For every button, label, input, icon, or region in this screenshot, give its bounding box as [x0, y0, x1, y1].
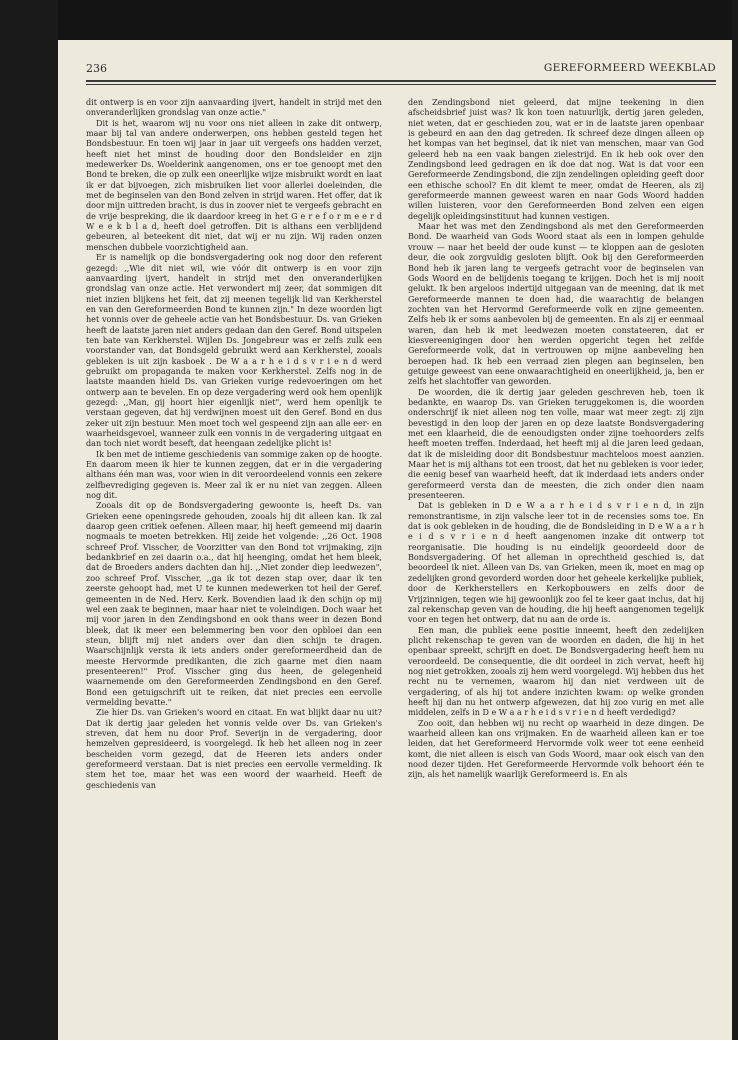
page-header [86, 62, 716, 80]
paragraph: Maar het was met den Zendingsbond als met den Gereformeerden Bond. De waarheid van Gods Woord staat als een in lompen gehulde vrouw — naar het beeld der oude kunst — te kloppen aan de gesloten deur, die ook zorgvuldig gesloten blijft. Ook bij den Gereformeerden Bond heb ik jaren lang te vergeefs getracht voor de beginselen van Gods Woord en de belijdenis toegang te krijgen. Doch het is mij nooit gelukt. Ik ben argeloos indertijd uitgegaan van de meening, dat ik met Gereformeerde mannen te doen had, die waarachtig de belangen zochten van het Hervormd Gereformeerde volk en zijne gemeenten. Zelfs heb ik er soms aanbevolen bij de gemeenten. En als zij er eenmaal waren, dan heb ik met leedwezen moeten constateeren, dat er kiesvereenigingen door hen werden opgericht tegen het zelfde Gereformeerde volk, dat in vertrouwen op mijne aanbeveling hen beroepen had. Ik heb een verraad zien plegen aan beginselen, ben getuige geweest van eene onwaarachtigheid en oneerlijkheid, ja, ben er zelfs het slachtoffer van geworden. [408, 222, 704, 387]
newspaper-page [58, 40, 732, 1040]
journal-title: GEREFORMEERD WEEKBLAD [543, 62, 716, 74]
paragraph: Een man, die publiek eene positie inneemt, heeft den zedelijken plicht rekenschap te geven van de woorden en daden, die hij in het openbaar spreekt, schrijft en doet. De Bondsvergadering heeft hem nu veroordeeld. De consequentie, die dit oordeel in zich vervat, heeft hij nog niet getrokken, zooals zij hem werd voorgelegd. Wij hebben dus het recht nu te vernemen, waarom hij dan niet verdween uit de vergadering, of als hij tot andere inzichten kwam: op welke gronden heeft hij dan nu het ontwerp afgewezen, dat hij zoo vurig en met alle middelen, zelfs in D e W a a r h e i d s v r i e n d heeft verdedigd? [408, 625, 704, 718]
paragraph: den Zendingsbond niet geleerd, dat mijne teekening in dien afscheidsbrief juist was? Ik kon toen natuurlijk, dertig jaren geleden, niet weten, dat er geschieden zou, wat er in de laatste jaren openbaar is gebeurd en aan den dag getreden. Ik schreef deze dingen alleen op het kompas van het beginsel, dat ik niet van menschen, maar van God geleerd heb na een vaak bangen zielestrijd. En ik heb ook over den Zendingsbond leed gedragen en ik doe dat nog. Wat is dat voor een Gereformeerde Zendingsbond, die zijn zendelingen opleiding geeft door een ethische school? En dit klemt te meer, omdat de Heeren, als zij gereformeerde mannen geweest waren en naar Gods Woord hadden willen luisteren, voor den Gereformeerden Bond zelven een eigen degelijk opleidingsinstituut had kunnen vestigen. [408, 98, 704, 221]
left-column [86, 98, 382, 1034]
page-number: 236 [86, 62, 107, 75]
paragraph: Zoo ooit, dan hebben wij nu recht op waarheid in deze dingen. De waarheid alleen kan ons vrijmaken. En de waarheid alleen kan er toe leiden, dat het Gereformeerd Hervormde volk weer tot eene eenheid komt, die niet alleen is eisch van Gods Woord, maar ook eisch van den nood dezer tijden. Het Gereformeerde Hervormde volk behoort één te zijn, als het namelijk waarlijk Gereformeerd is. En als [408, 718, 704, 780]
scan-border-top [0, 0, 738, 40]
paragraph: De woorden, die ik dertig jaar geleden geschreven heb, toen ik bedankte, en waarop Ds. van Grieken teruggekomen is, die woorden onderschrijf ik niet alleen nog ten volle, maar wat meer zegt: zij zijn bevestigd in den loop der jaren en op deze laatste Bondsvergadering met een klaarheid, die de eenoudigsten onder zijne toehoorders zelfs heeft moeten treffen. Inderdaad, het heeft mij al die jaren leed gedaan, dat ik de misleiding door dit Bondsbestuur machteloos moest aanzien. Maar het is mij althans tot een troost, dat het nu gebleken is voor ieder, die eenig besef van waarheid heeft, dat ik inderdaad iets anders onder gereformeerd versta dan de meesten, die zich onder dien naam presenteeren. [408, 387, 704, 501]
paragraph: Zooals dit op de Bondsvergadering gewoonte is, heeft Ds. van Grieken eene openingsrede gehouden, zooals hij dit alleen kan. Ik zal daarop geen critiek oefenen. Alleen maar, hij heeft gemeend mij daarin nogmaals te moeten betrekken. Hij zeide het volgende: ,,26 Oct. 1908 schreef Prof. Visscher, de Voorzitter van den Bond tot vrijmaking, zijn bedankbrief en zei daarin o.a., dat hij heenging, omdat het hem bleek, dat de Broeders anders dachten dan hij. ,,Niet zonder diep leedwezen", zoo schreef Prof. Visscher, ,,ga ik tot dezen stap over, daar ik ten zeerste gehoopt had, met U te kunnen medewerken tot heil der Geref. gemeenten in de Ned. Herv. Kerk. Bovendien laad ik den schijn op mij wel een zaak te beginnen, maar haar niet te voleindigen. Doch waar het mij voor jaren in den Zendingsbond en ook thans weer in dezen Bond bleek, dat ik meer een belemmering ben voor den opbloei dan een steun, blijft mij niet anders over dan dien schijn te dragen. Waarschijnlijk versta ik iets anders onder gereformeerdheid dan de meeste Hervormde predikanten, die zich gaarne met dien naam presenteeren!" Prof. Visscher ging dus heen, de gelegenheid waarnemende om den Gereformeerden Zendingsbond en den Geref. Bond een getuigschrift uit te reiken, dat niet precies een eervolle vermelding bevatte." [86, 501, 382, 707]
paragraph: Dat is gebleken in D e W a a r h e i d s v r i e n d, in zijn remonstrantisme, in zijn valsche leer tot in de recensies soms toe. En dat is ook gebleken in de houding, die de Bondsleiding in D e W a a r h e i d s v r i e n d heeft aangenomen inzake dit ontwerp tot reorganisatie. Die houding is nu eindelijk geoordeeld door de Bondsvergadering. Of het alleman in oprechtheid geschied is, dat beoordeel ik niet. Alleen van Ds. van Grieken, meen ik, moet en mag op zedelijken grond gevorderd worden door het geheele kerkelijke publiek, door de Kerkherstellers en Kerkopbouwers en zelfs door de Vrijzinnigen, tegen wie hij gewoonlijk zoo fel te keer gaat inclus, dat hij zal rekenschap geven van de houding, die hij heeft aangenomen tegelijk voor en tegen het ontwerp, dat nu aan de orde is. [408, 501, 704, 625]
header-rule-thick [86, 80, 716, 82]
scan-border-right [732, 0, 738, 1040]
paragraph: Ik ben met de intieme geschiedenis van sommige zaken op de hoogte. En daarom meen ik hier te kunnen zeggen, dat er in die vergadering althans één man was, voor wien in dit veroordeelend vonnis een zekere zelfbevrediging gegeven is. Meer zal ik er nu niet van zeggen. Alleen nog dit. [86, 449, 382, 501]
paragraph: Dit is het, waarom wij nu voor ons niet alleen in zake dit ontwerp, maar bij tal van andere onderwerpen, ons hebben gesteld tegen het Bondsbestuur. En toen wij jaar in jaar uit vergeefs ons hadden verzet, heeft niet het minst de houding door den Bondsleider en zijn medewerker Ds. Woelderink aangenomen, ons er toe genoopt met den Bond te breken, die op zulk een oneerlijke wijze misbruikt wordt en laat ik er dat bijvoegen, zich misbruiken liet voor allerlei doeleinden, die met de beginselen van den Bond zelven in strijd waren. Het offer, dat ik door mijn uittreden bracht, is dus in zoover niet te vergeefs gebracht en de vrije bespreking, die ik daardoor kreeg in het G e r e f o r m e e r d W e e k b l a d, heeft doel getroffen. Dit is althans een verblijdend gebeuren, al beteekent dit niet, dat wij er nu zijn. Wij raden onzen menschen dubbele voorzichtigheid aan. [86, 118, 382, 252]
scan-border-left [0, 0, 58, 1040]
paragraph: Zie hier Ds. van Grieken's woord en citaat. En wat blijkt daar nu uit? Dat ik dertig jaar geleden het vonnis velde over Ds. van Grieken's streven, dat hem nu door Prof. Severijn in de vergadering, door hemzelven gepresideerd, is voorgelegd. Ik heb het alleen nog in zeer bescheiden vorm gezegd, dat de Heeren iets anders onder gereformeerd verstaan. Dat is niet precies een eervolle vermelding. Ik stem het toe, maar het was een woord der waarheid. Heeft de geschiedenis van [86, 708, 382, 790]
header-rule-thin [86, 84, 716, 85]
scan-margin-bottom [0, 1040, 738, 1068]
paragraph: dit ontwerp is en voor zijn aanvaarding ijvert, handelt in strijd met den onveranderlijken grondslag van onze actie." [86, 98, 382, 118]
paragraph: Er is namelijk op die bondsvergadering ook nog door den referent gezegd: ,,Wie dit niet wil, wie vóór dit ontwerp is en voor zijn aanvaarding ijvert, handelt in strijd met den onveranderlijken grondslag van onze actie. Het verwondert mij zeer, dat sommigen dit niet inzien blijkens het feit, dat zij meenen tegelijk lid van Kerkherstel en van den Gereformeerden Bond te kunnen zijn." In deze woorden ligt het vonnis over de geheele actie van het Bondsbestuur. Ds. van Grieken heeft de laatste jaren niet anders gedaan dan den Geref. Bond uitspelen ten bate van Kerkherstel. Wijlen Ds. Jongebreur was er zelfs zulk een voorstander van, dat Bondsgeld gebruikt werd aan Kerkherstel, zooals gebleken is uit zijn kasboek . De W a a r h e i d s v r i e n d werd gebruikt om propaganda te maken voor Kerkherstel. Zelfs nog in de laatste maanden hield Ds. van Grieken vurige redevoeringen om het ontwerp aan te bevelen. En op deze vergadering werd ook hem openlijk gezegd: ,,Man, gij hoort hier eigenlijk niet", werd hem openlijk te verstaan gegeven, dat hij verdwijnen moest uit den Geref. Bond en dus zeker uit zijn bestuur. Men moet toch wel gespeend zijn aan alle eer- en waarheidsgevoel, wanneer zulk een vonnis in de vergadering uitgaat en dan toch niet wordt beseft, dat heengaan zedelijke plicht is! [86, 253, 382, 449]
right-column [408, 98, 704, 1034]
